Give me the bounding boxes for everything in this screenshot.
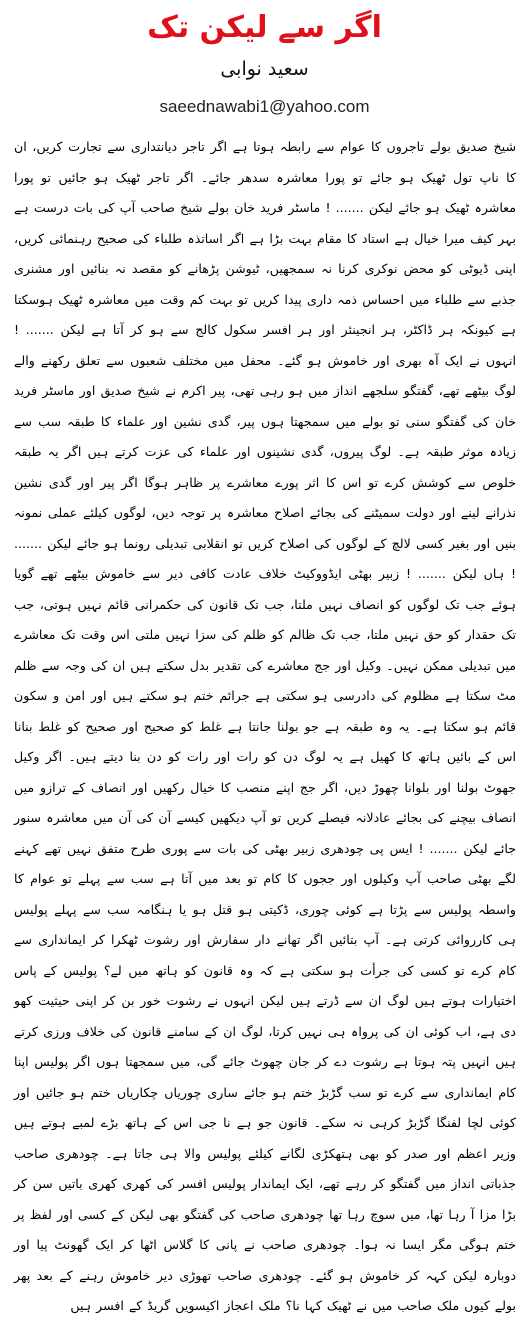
author-email: saeednawabi1@yahoo.com	[159, 97, 370, 116]
article-title: اگر سے لیکن تک	[147, 10, 382, 45]
author-name: سعید نوابی	[220, 58, 309, 80]
article-body: شیخ صدیق بولے تاجروں کا عوام سے رابطہ ہوتا ہے اگر تاجر دیانتداری سے تجارت کریں، ان کا ناپ تول ٹھیک ہو جائے تو پورا معاشرہ سدھر جائے۔ اگر تاجر ٹھیک ہو جائیں تو پورا معاشرہ ٹھیک ہو جائے لیکن ....... ! ماسٹر فرید خان بولے شیخ صاحب آپ کی بات درست ہے بہر کیف میرا خیال ہے استاد کا مقام بہت بڑا ہے اگر اساتذہ طلباء کی صحیح رہنمائی کریں، اپنی ڈیوٹی کو محض نوکری کرنا نہ سمجھیں، ٹیوشن پڑھانے کو مقصد نہ بنائیں اور مشنری جذبے سے طلباء میں احساس ذمہ داری پیدا کریں تو بہت کم وقت میں معاشرہ ٹھیک ہوسکتا ہے کیونکہ ہر ڈاکٹر، ہر انجینئر اور ہر افسر سکول کالج سے ہو کر آتا ہے لیکن ....... ! انہوں نے ایک آہ بھری اور خاموش ہو گئے۔ محفل میں مختلف شعبوں سے تعلق رکھنے والے لوگ بیٹھے تھے، گفتگو سلجھے انداز میں ہو رہی تھی، پیر اکرم نے شیخ صدیق اور ماسٹر فرید خان کی گفتگو سنی تو بولے میں سمجھتا ہوں پیر، گدی نشین اور علماء کا طبقہ سب سے زیادہ موثر طبقہ ہے۔ لوگ پیروں، گدی نشینوں اور علماء کی عزت کرتے ہیں اگر یہ طبقہ خلوص سے کوشش کرے تو اس کا اثر پورے معاشرے پر ظاہر ہوگا اگر پیر اور گدی نشین نذرانے لینے اور دولت سمیٹنے کی بجائے اصلاح معاشرہ پر توجہ دیں، لوگوں کیلئے عملی نمونہ بنیں اور بغیر کسی لالچ کے لوگوں کی اصلاح کریں تو انقلابی تبدیلی رونما ہو جائے لیکن ....... ! ہاں لیکن ....... ! زبیر بھٹی ایڈووکیٹ خلاف عادت کافی دیر سے خاموش بیٹھے تھے گویا ہوئے جب تک لوگوں کو انصاف نہیں ملتا، جب تک قانون کی حکمرانی قائم نہیں ہوتی، جب تک حقدار کو حق نہیں ملتا، جب تک ظالم کو ظلم کی سزا نہیں ملتی اس وقت تک معاشرے میں تبدیلی ممکن نہیں۔ وکیل اور جج معاشرے کی تقدیر بدل سکتے ہیں ان کی وجہ سے ظلم مٹ سکتا ہے مظلوم کی دادرسی ہو سکتی ہے جرائم ختم ہو سکتے ہیں اور امن و سکون قائم ہو سکتا ہے۔ یہ وہ طبقہ ہے جو بولنا جانتا ہے غلط کو صحیح اور صحیح کو غلط بنانا اس کے بائیں ہاتھ کا کھیل ہے یہ لوگ دن کو رات اور رات کو دن بنا دیتے ہیں۔ اگر وکیل جھوٹ بولنا اور بلوانا چھوڑ دیں، اگر جج اپنے منصب کا خیال رکھیں اور انصاف کے ترازو میں انصاف بیچنے کی بجائے عادلانہ فیصلے کریں تو آپ دیکھیں کیسے آن کی آن میں معاشرہ سنور جائے لیکن ....... ! ایس پی چودھری زبیر بھٹی کی بات سے پوری طرح متفق نہیں تھے کہنے لگے بھٹی صاحب آپ وکیلوں اور ججوں کا کام تو بعد میں آتا ہے سب سے پہلے تو عوام کا واسطہ پولیس سے پڑتا ہے کوئی چوری، ڈکیتی ہو قتل ہو یا ہنگامہ سب سے پہلے پولیس ہی کارروائی کرتی ہے۔ آپ بتائیں اگر تھانے دار سفارش اور رشوت ٹھکرا کر ایمانداری سے کام کرے تو کسی کی جرأت ہو سکتی ہے کہ وہ قانون کو ہاتھ میں لے؟ پولیس کے پاس اختیارات ہوتے ہیں لوگ ان سے ڈرتے ہیں لیکن انہوں نے رشوت خور بن کر اپنی حیثیت کھو دی ہے، اب کوئی ان کی پرواہ ہی نہیں کرتا، لوگ ان کے سامنے قانون کی خلاف ورزی کرتے ہیں انہیں پتہ ہوتا ہے رشوت دے کر جان چھوٹ جائے گی، میں سمجھتا ہوں اگر پولیس اپنا کام ایمانداری سے کرے تو سب گڑبڑ ختم ہو جائے ساری چوریاں چکاریاں ختم ہو جائیں اور کوئی لچا لفنگا گڑبڑ کرہی نہ سکے۔ قانون جو ہے نا جی اس کے ہاتھ بڑے لمبے ہوتے ہیں وزیر اعظم اور صدر کو بھی ہتھکڑی لگانے کیلئے پولیس والا ہی جاتا ہے۔ چودھری صاحب جذباتی انداز میں گفتگو کر رہے تھے، ایک ایماندار پولیس افسر کی کھری کھری باتیں سن کر بڑا مزا آ رہا تھا، میں سوچ رہا تھا چودھری صاحب کی گفتگو بھی لیکن کے کسی اور لفظ پر ختم ہوگی مگر ایسا نہ ہوا۔ چودھری صاحب نے پانی کا گلاس اٹھا کر ایک گھونٹ پیا اور دوبارہ لیکن کہہ کر خاموش ہو گئے۔ چودھری صاحب تھوڑی دیر خاموش رہنے کے بعد پھر بولے کیوں ملک صاحب میں نے ٹھیک کہا نا؟ ملک اعجاز اکیسویں گریڈ کے افسر ہیں	[14, 139, 516, 1313]
